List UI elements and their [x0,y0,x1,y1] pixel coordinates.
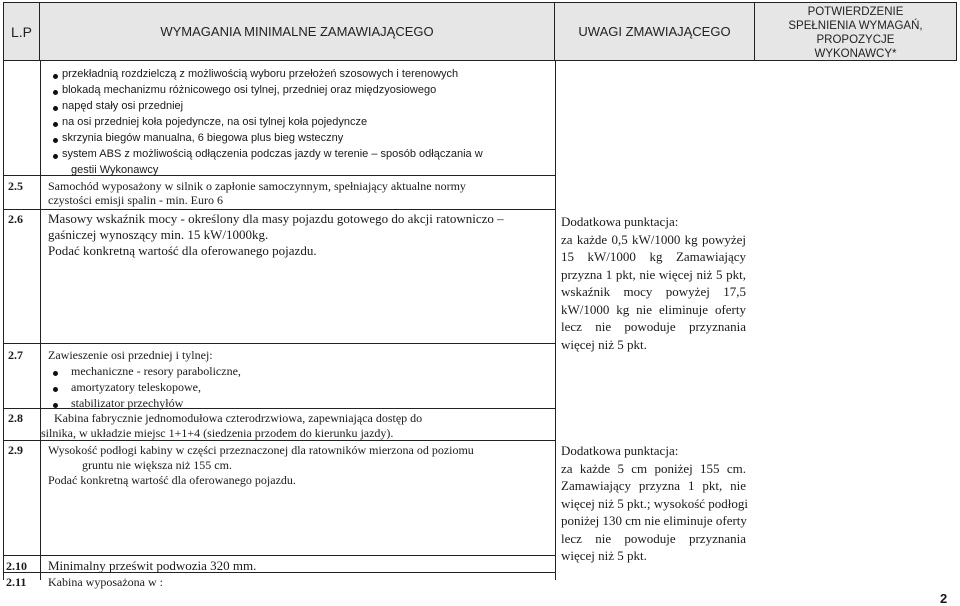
remarks-2-6: Dodatkowa punktacja: za każde 0,5 kW/1000 kg powyżej 15 kW/1000 kg Zamawiający przyzna 1 pkt, nie więcej niż 5 pkt, wskaźnik mocy powyżej 17,5 kW/1000 kg nie eliminuje oferty lecz nie powoduje przyznania więcej niż 5 pkt. [561,214,746,352]
row-text: gruntu nie większa niż 155 cm. [82,458,232,472]
bullet-text: na osi przedniej koła pojedyncze, na osi tylnej koła pojedyncze [62,116,368,128]
bullet-text: blokadą mechanizmu różnicowego osi tylnej, przedniej oraz międzyosiowego [62,84,437,96]
grid-line [40,61,41,580]
row-number: 2.9 [8,443,23,457]
row-number: 2.11 [6,575,27,589]
bullet-icon [53,154,58,159]
row-text: Samochód wyposażony w silnik o zapłonie samoczynnym, spełniający aktualne normy [48,179,466,193]
row-text: Kabina wyposażona w : [48,575,163,589]
row-text: silnika, w układzie miejsc 1+1+4 (siedzenia przodem do kierunku jazdy). [41,426,394,440]
row-divider [3,343,555,344]
row-text: Podać konkretną wartość dla oferowanego pojazdu. [48,473,296,487]
bullet-text: skrzynia biegów manualna, 6 biegowa plus bieg wsteczny [62,132,344,144]
row-text: Masowy wskaźnik mocy - określony dla masy pojazdu gotowego do akcji ratowniczo – [48,211,504,226]
header-requirements: WYMAGANIA MINIMALNE ZAMAWIAJĄCEGO [40,2,555,61]
bullet-text: mechaniczne - resory paraboliczne, [71,364,241,378]
row-text: Kabina fabrycznie jednomodułowa czterodrzwiowa, zapewniająca dostęp do [54,411,423,425]
row-text: Zawieszenie osi przedniej i tylnej: [48,348,213,362]
bullet-text: napęd stały osi przedniej [62,100,184,112]
bullet-continuation: gestii Wykonawcy [71,164,159,176]
bullet-icon [53,371,58,376]
bullet-icon [53,74,58,79]
bullet-icon [53,403,58,408]
grid-line [3,61,4,580]
row-number: 2.8 [8,411,23,425]
bullet-icon [53,122,58,127]
header-confirmation: POTWIERDZENIE SPEŁNIENIA WYMAGAŃ, PROPOZYCJE WYKONAWCY* [755,2,957,61]
bullet-text: system ABS z możliwością odłączenia podczas jazdy w terenie – sposób odłączania w [62,148,483,160]
bullet-text: stabilizator przechyłów [71,396,184,410]
bullet-icon [53,90,58,95]
remarks-2-9: Dodatkowa punktacja: za każde 5 cm poniżej 155 cm. Zamawiający przyzna 1 pkt, nie więcej niż 5 pkt.; wysokość podłogi poniżej 130 cm nie eliminuje oferty lecz nie powoduje przyznania więcej niż 5 pkt. [561,443,749,563]
row-text: Minimalny prześwit podwozia 320 mm. [48,558,257,573]
row-number: 2.10 [6,559,27,573]
row-divider [3,209,555,210]
bullet-icon [53,106,58,111]
header-lp: L.P [3,2,40,61]
row-number: 2.7 [8,348,23,362]
grid-line [555,61,556,580]
header-remarks: UWAGI ZMAWIAJĄCEGO [555,2,755,61]
row-text: Wysokość podłogi kabiny w części przeznaczonej dla ratowników mierzona od poziomu [48,443,474,457]
bullet-icon [53,138,58,143]
row-text: czystości emisji spalin - min. Euro 6 [48,193,223,207]
bullet-icon [53,387,58,392]
bullet-text: amortyzatory teleskopowe, [71,380,201,394]
row-text: gaśniczej wynoszący min. 15 kW/1000kg. [48,227,269,242]
row-divider [3,555,555,556]
row-text: Podać konkretną wartość dla oferowanego pojazdu. [48,243,317,258]
page-number: 2 [940,591,948,606]
row-number: 2.6 [8,212,23,226]
bullet-text: przekładnią rozdzielczą z możliwością wyboru przełożeń szosowych i terenowych [62,68,459,80]
row-number: 2.5 [8,179,23,193]
